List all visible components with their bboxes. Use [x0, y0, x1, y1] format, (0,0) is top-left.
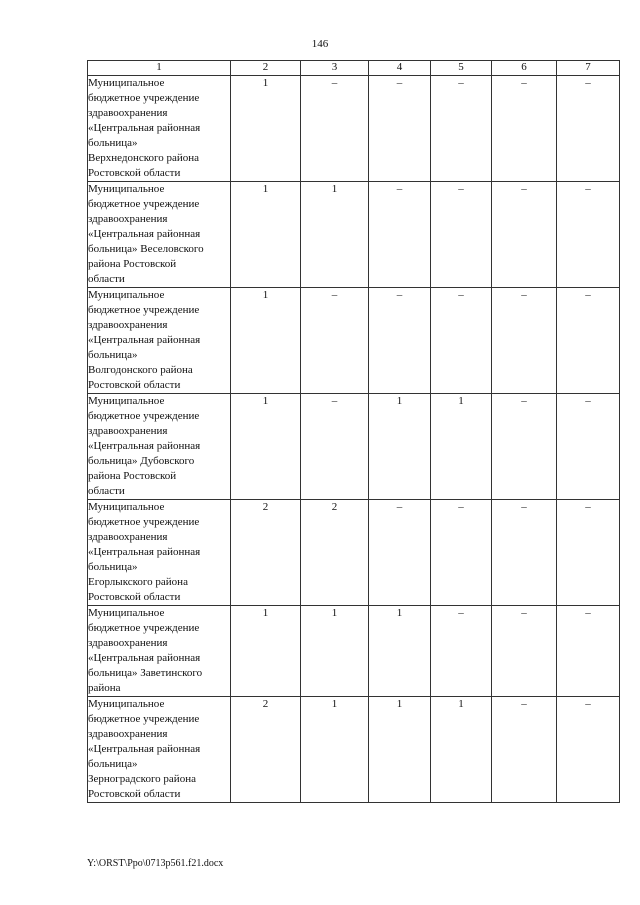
- value-cell: 1: [431, 697, 492, 803]
- value-cell: 1: [369, 606, 431, 697]
- value-cell: –: [369, 500, 431, 606]
- value-cell: 1: [231, 182, 301, 288]
- institution-name-cell: Муниципальное бюджетное учреждение здравоохранения «Центральная районная больница» Верхнедонского района Ростовской области: [88, 76, 231, 182]
- value-cell: –: [557, 288, 620, 394]
- value-cell: 1: [301, 606, 369, 697]
- institution-name-cell: Муниципальное бюджетное учреждение здравоохранения «Центральная районная больница» Заветинского района: [88, 606, 231, 697]
- value-cell: –: [431, 500, 492, 606]
- institution-name-cell: Муниципальное бюджетное учреждение здравоохранения «Центральная районная больница» Волгодонского района Ростовской области: [88, 288, 231, 394]
- value-cell: –: [557, 697, 620, 803]
- value-cell: 1: [231, 288, 301, 394]
- table-row: [88, 394, 620, 500]
- table-row: [88, 500, 620, 606]
- table-row: [88, 76, 620, 182]
- value-cell: 1: [369, 697, 431, 803]
- value-cell: –: [369, 288, 431, 394]
- institution-name-cell: Муниципальное бюджетное учреждение здравоохранения «Центральная районная больница» Зерноградского района Ростовской области: [88, 697, 231, 803]
- institution-name-cell: Муниципальное бюджетное учреждение здравоохранения «Центральная районная больница» Дубовского района Ростовской области: [88, 394, 231, 500]
- value-cell: –: [431, 606, 492, 697]
- header-row: [88, 61, 620, 76]
- table-row: [88, 182, 620, 288]
- value-cell: –: [492, 288, 557, 394]
- value-cell: 1: [231, 394, 301, 500]
- value-cell: –: [369, 76, 431, 182]
- value-cell: –: [557, 182, 620, 288]
- value-cell: –: [431, 288, 492, 394]
- column-header: 6: [492, 61, 557, 76]
- column-header: 2: [231, 61, 301, 76]
- value-cell: –: [301, 76, 369, 182]
- value-cell: –: [492, 394, 557, 500]
- page-number: 146: [311, 38, 329, 50]
- institution-name-cell: Муниципальное бюджетное учреждение здравоохранения «Центральная районная больница» Веселовского района Ростовской области: [88, 182, 231, 288]
- column-header: 7: [557, 61, 620, 76]
- table-row: [88, 697, 620, 803]
- data-table: [87, 60, 620, 803]
- column-header: 1: [88, 61, 231, 76]
- value-cell: 2: [231, 500, 301, 606]
- value-cell: –: [301, 288, 369, 394]
- value-cell: 1: [231, 76, 301, 182]
- value-cell: –: [557, 394, 620, 500]
- value-cell: 1: [369, 394, 431, 500]
- institution-name-cell: Муниципальное бюджетное учреждение здравоохранения «Центральная районная больница» Егорлыкского района Ростовской области: [88, 500, 231, 606]
- value-cell: 1: [231, 606, 301, 697]
- value-cell: –: [557, 606, 620, 697]
- value-cell: 1: [301, 697, 369, 803]
- value-cell: 1: [301, 182, 369, 288]
- value-cell: –: [557, 500, 620, 606]
- value-cell: –: [369, 182, 431, 288]
- value-cell: –: [492, 76, 557, 182]
- value-cell: 1: [431, 394, 492, 500]
- value-cell: 2: [301, 500, 369, 606]
- column-header: 3: [301, 61, 369, 76]
- value-cell: –: [492, 697, 557, 803]
- document-file-path: Y:\ORST\Ppo\0713p561.f21.docx: [87, 858, 224, 869]
- value-cell: –: [492, 182, 557, 288]
- table-row: [88, 288, 620, 394]
- value-cell: –: [431, 182, 492, 288]
- value-cell: –: [492, 606, 557, 697]
- value-cell: 2: [231, 697, 301, 803]
- value-cell: –: [557, 76, 620, 182]
- value-cell: –: [301, 394, 369, 500]
- value-cell: –: [492, 500, 557, 606]
- value-cell: –: [431, 76, 492, 182]
- column-header: 4: [369, 61, 431, 76]
- table-row: [88, 606, 620, 697]
- column-header: 5: [431, 61, 492, 76]
